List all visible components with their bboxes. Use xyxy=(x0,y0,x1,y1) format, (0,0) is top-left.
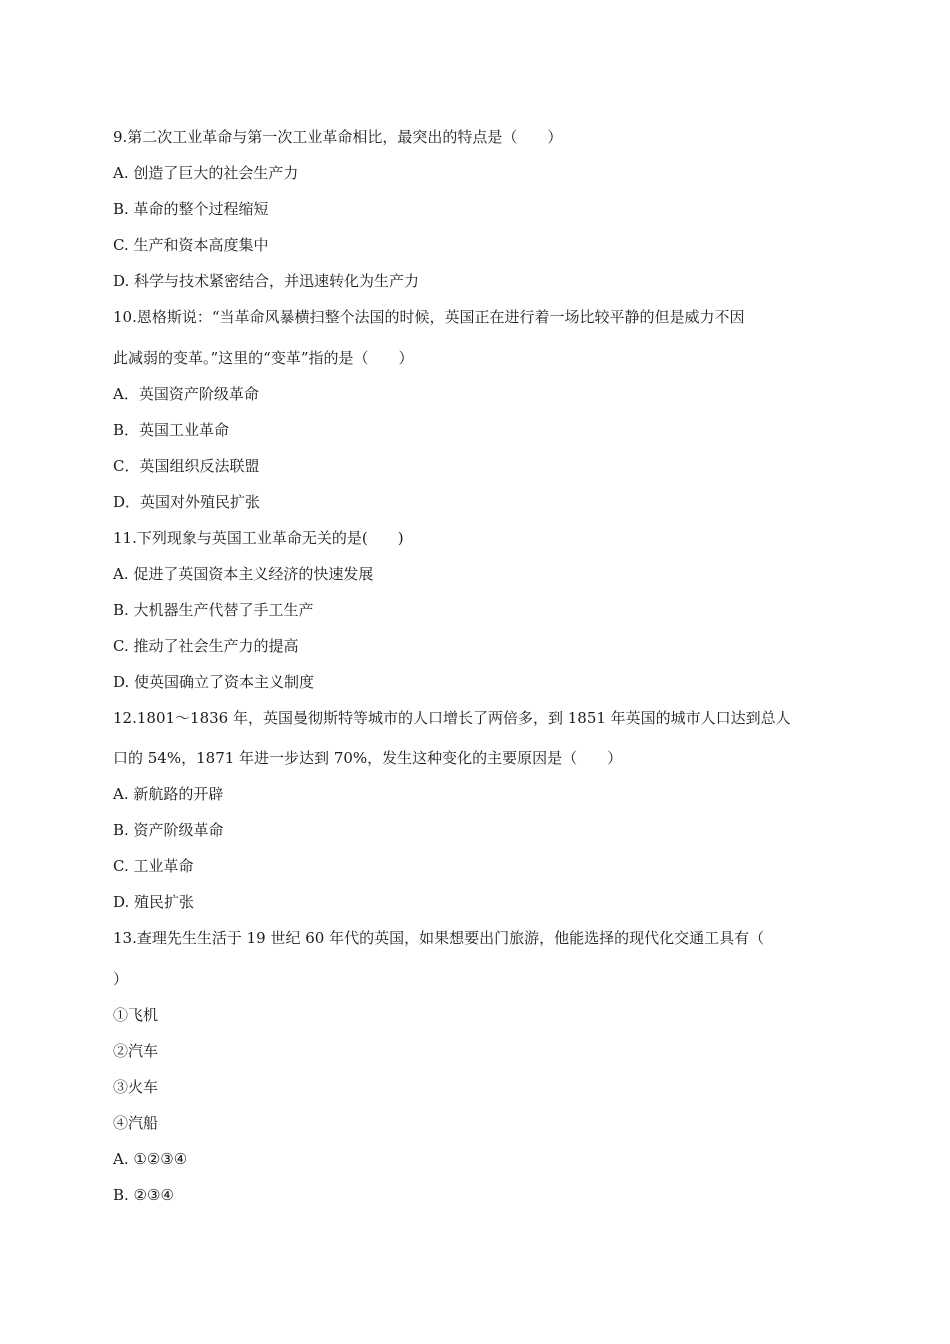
question-10-option-a: A．英国资产阶级革命 xyxy=(113,385,259,403)
question-9-option-c: C. 生产和资本高度集中 xyxy=(113,236,269,254)
question-13-stem-line-1: 13.查理先生生活于 19 世纪 60 年代的英国，如果想要出门旅游，他能选择的现代化交通工具有（ xyxy=(113,929,765,947)
question-10-stem-line-1: 10.恩格斯说：“当革命风暴横扫整个法国的时候，英国正在进行着一场比较平静的但是威力不因 xyxy=(113,308,745,326)
question-12-option-d: D. 殖民扩张 xyxy=(113,893,195,911)
question-11-stem-line-1: 11.下列现象与英国工业革命无关的是( ) xyxy=(113,529,404,547)
question-12-option-c: C. 工业革命 xyxy=(113,857,194,875)
question-11-option-d: D. 使英国确立了资本主义制度 xyxy=(113,673,315,691)
question-12-stem-line-2: 口的 54%，1871 年进一步达到 70%，发生这种变化的主要原因是（ ） xyxy=(113,749,623,767)
question-11-option-b: B. 大机器生产代替了手工生产 xyxy=(113,601,314,619)
question-10-stem-line-2: 此减弱的变革。”这里的“变革”指的是（ ） xyxy=(113,349,414,367)
question-10-option-b: B．英国工业革命 xyxy=(113,421,230,439)
question-9-option-b: B. 革命的整个过程缩短 xyxy=(113,200,269,218)
question-13-item-3: ③火车 xyxy=(113,1078,159,1096)
question-11-option-c: C. 推动了社会生产力的提高 xyxy=(113,637,299,655)
question-11-option-a: A. 促进了英国资本主义经济的快速发展 xyxy=(113,565,374,583)
question-13-stem-line-2: ） xyxy=(113,970,129,988)
question-12-option-a: A. 新航路的开辟 xyxy=(113,785,224,803)
question-12-option-b: B. 资产阶级革命 xyxy=(113,821,224,839)
question-10-option-c: C．英国组织反法联盟 xyxy=(113,457,260,475)
question-10-option-d: D．英国对外殖民扩张 xyxy=(113,493,261,511)
question-13-item-4: ④汽船 xyxy=(113,1114,159,1132)
question-9-stem-line-1: 9.第二次工业革命与第一次工业革命相比，最突出的特点是（ ） xyxy=(113,128,563,146)
question-9-option-d: D. 科学与技术紧密结合，并迅速转化为生产力 xyxy=(113,272,420,290)
question-13-item-2: ②汽车 xyxy=(113,1042,159,1060)
question-13-option-b: B. ②③④ xyxy=(113,1186,174,1204)
question-13-option-a: A. ①②③④ xyxy=(113,1150,188,1168)
question-13-item-1: ①飞机 xyxy=(113,1006,159,1024)
question-9-option-a: A. 创造了巨大的社会生产力 xyxy=(113,164,299,182)
question-12-stem-line-1: 12.1801～1836 年，英国曼彻斯特等城市的人口增长了两倍多，到 1851 年英国的城市人口达到总人 xyxy=(113,709,791,727)
